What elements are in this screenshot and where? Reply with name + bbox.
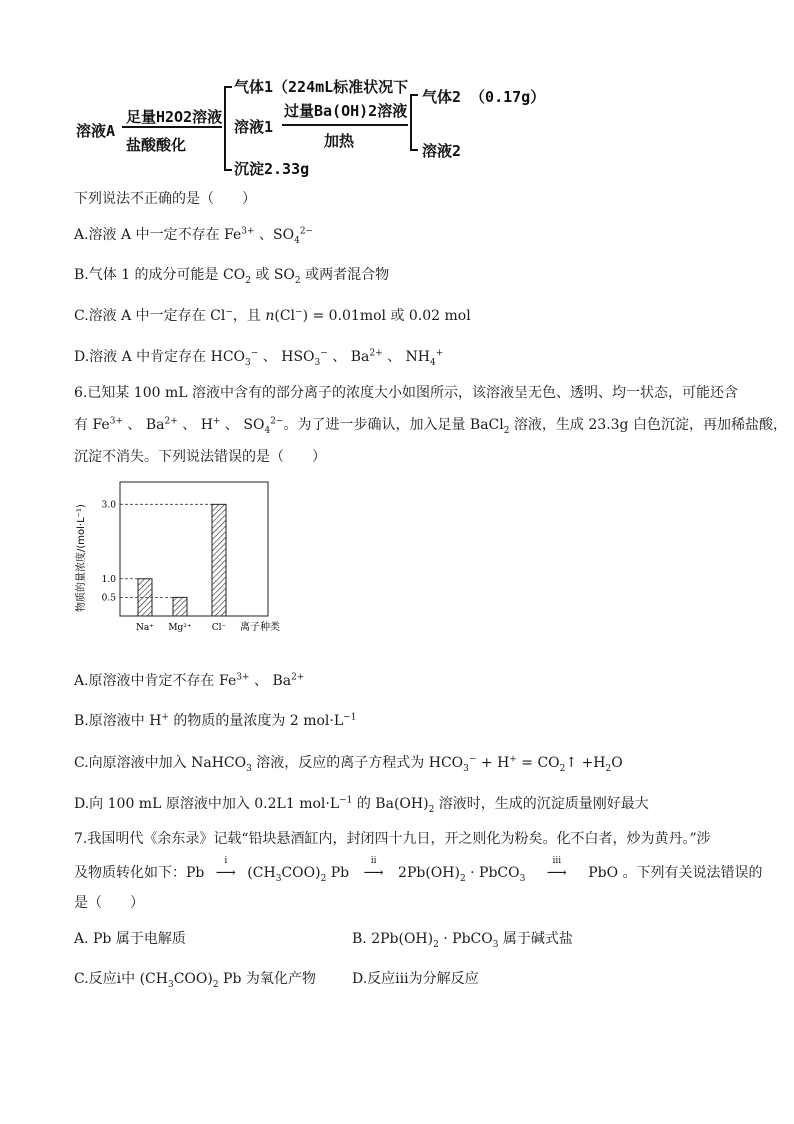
flow-reagent2-top: 过量Ba(OH)2溶液	[284, 102, 408, 120]
xtick-1: Mg²⁺	[168, 623, 192, 633]
bar-1	[173, 597, 187, 616]
q7-line2: 及物质转化如下：Pb i ⟶ $(CH_3COO)_2$ Pb ii ⟶ $2Pb(OH)_2$ · PbCO$_3$ iii ⟶ PbO 。下列有关说法错误的	[74, 856, 763, 884]
chart-ylabel: 物质的量浓度/(mol·L⁻¹)	[76, 504, 87, 612]
q7-option-d: D.反应iii为分解反应	[352, 971, 479, 987]
flow-start: 溶液A	[76, 122, 116, 140]
chart-svg	[72, 470, 372, 648]
q6-option-b: B.原溶液中 H+ 的物质的量浓度为 2 $mol\cdot L^{-1}$	[74, 712, 357, 729]
ytick-1: 1.0	[101, 574, 116, 585]
flow-reagent2-bottom: 加热	[324, 132, 355, 150]
ytick-2: 3.0	[101, 500, 116, 511]
xtick-0: Na⁺	[136, 623, 154, 633]
flow-ppt: 沉淀2.33g	[234, 160, 310, 178]
reaction-arrow-ii: ii ⟶	[363, 856, 384, 881]
q6-line2: 有 $Fe^{3+}$ 、 $Ba^{2+}$ 、 H+ 、 $SO_4^{2-}$。为了进一步确认，加入足量 BaCl$_2$ 溶液，生成 23.3g 白色沉淀，再加稀盐酸，	[74, 416, 787, 436]
q5-option-c: C.溶液 A 中一定存在 Cl−，且 n(Cl−) = 0.01mol 或 0.02 mol	[74, 307, 471, 324]
q7-line1: 7.我国明代《余东录》记载“铅块悬酒缸内，封闭四十九日，开之则化为粉矣。化不白者，炒为黄丹。”涉	[74, 831, 711, 847]
q6-line1: 6.已知某 100 mL 溶液中含有的部分离子的浓度大小如图所示，该溶液呈无色、透明、均一状态，可能还含	[74, 385, 738, 401]
q6-line3: 沉淀不消失。下列说法错误的是（ ）	[74, 449, 326, 465]
q7-option-c: C.反应i中 $(CH_3COO)_2$ Pb 为氧化产物	[74, 971, 316, 990]
flow-diagram	[74, 74, 574, 184]
ion-concentration-chart	[72, 470, 372, 648]
flow-sol2: 溶液2	[422, 142, 462, 160]
q5-option-d: D.溶液 A 中肯定存在 $HCO_3^-$ 、 $HSO_3^-$ 、 $Ba^{2+}$ 、 $NH_4^+$	[74, 348, 444, 368]
q7-line3: 是（ ）	[74, 895, 144, 911]
q5-option-a: A.溶液 A 中一定不存在 $Fe^{3+}$ 、$SO_4^{2-}$	[74, 226, 314, 246]
q7-option-a: A. Pb 属于电解质	[74, 931, 186, 947]
bar-2	[212, 504, 226, 616]
q6-option-a: A.原溶液中肯定不存在 $Fe^{3+}$ 、 $Ba^{2+}$	[74, 672, 305, 689]
flow-gas1: 气体1（224mL标准状况下	[234, 78, 409, 96]
q7-option-b: B. $2Pb(OH)_2$ · PbCO$_3$ 属于碱式盐	[352, 931, 573, 950]
flow-sol1: 溶液1	[234, 118, 274, 136]
q6-option-c: C.向原溶液中加入 NaHCO$_3$ 溶液，反应的离子方程式为 $HCO_3^- + H^+$ = $CO_2↑ +H_2O$	[74, 754, 623, 774]
q5-stem: 下列说法不正确的是（ ）	[74, 191, 256, 207]
chart-xlabel: 离子种类	[240, 622, 280, 633]
flow-branch-bar-2	[410, 94, 412, 150]
flow-arrow-line	[122, 126, 222, 128]
q6-option-d: D.向 100 mL 原溶液中加入 0.2L1 $mol\cdot L^{-1}$ 的 $Ba(OH)_2$ 溶液时，生成的沉淀质量刚好最大	[74, 795, 649, 815]
reaction-arrow-iii: iii ⟶	[546, 856, 567, 881]
flow-branch-bar	[224, 86, 226, 170]
q5-option-b: B.气体 1 的成分可能是 $CO_2$ 或 $SO_2$ 或两者混合物	[74, 267, 390, 286]
ytick-0: 0.5	[101, 593, 116, 604]
xtick-2: Cl⁻	[211, 623, 227, 633]
flow-reagent-top: 足量H2O2溶液	[126, 108, 223, 126]
reaction-arrow-i: i ⟶	[215, 856, 236, 881]
flow-gas2: 气体2 （0.17g）	[422, 88, 546, 106]
flow-reagent-bottom: 盐酸酸化	[126, 136, 187, 154]
